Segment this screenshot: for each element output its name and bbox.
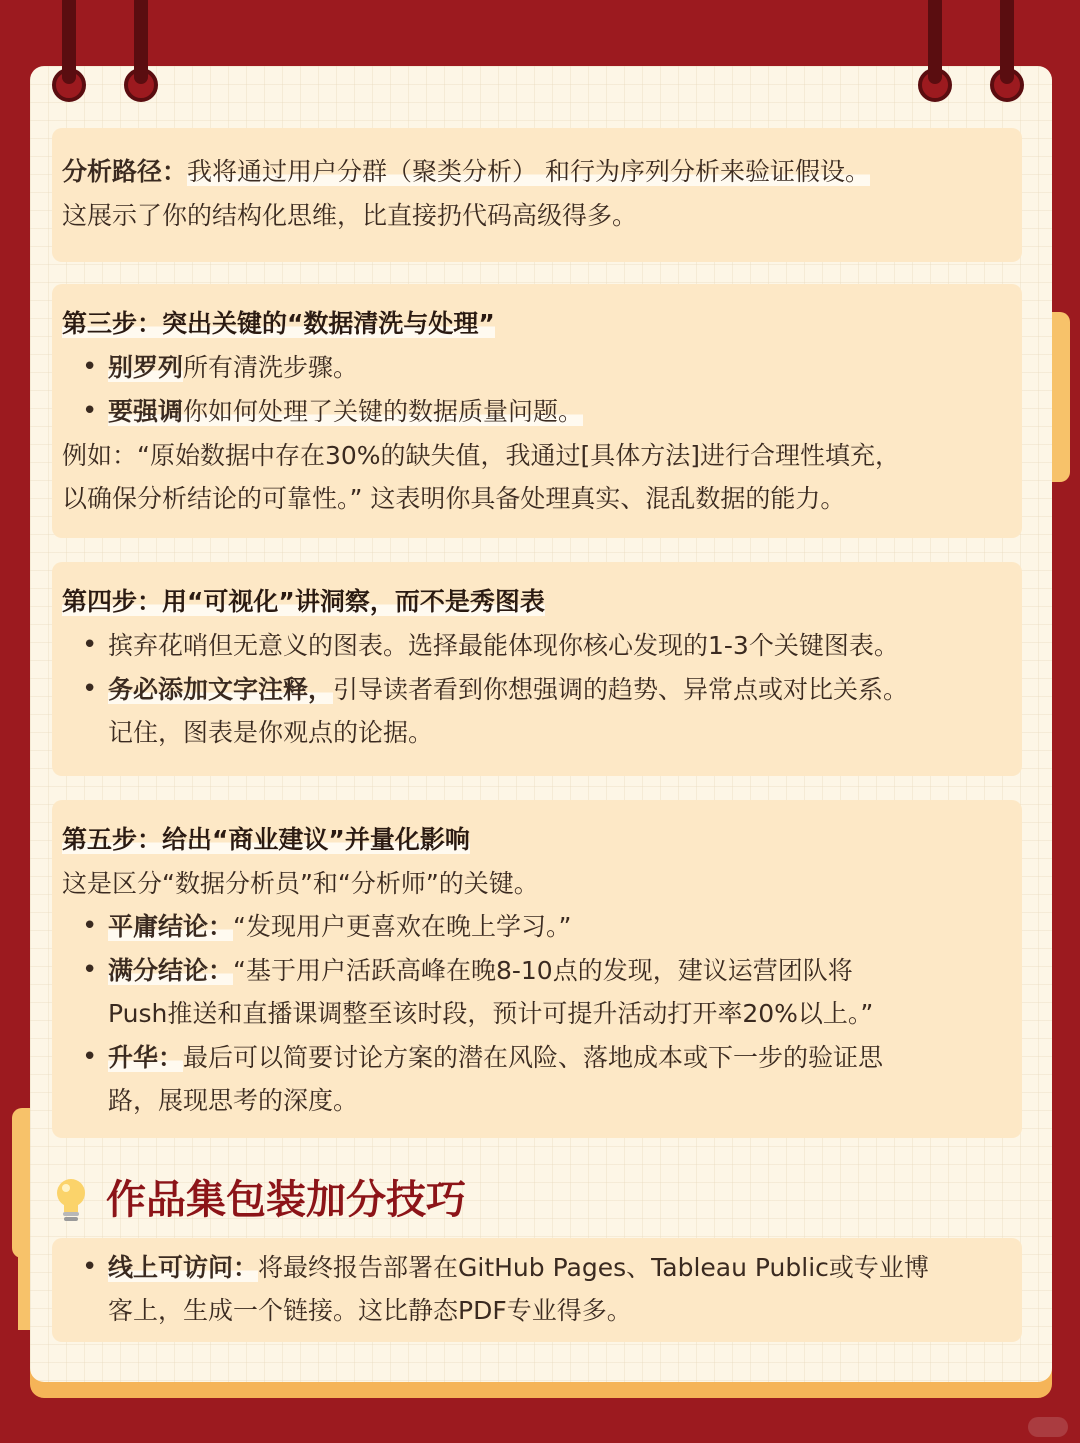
tips-card xyxy=(52,1238,1022,1342)
bullet-dot: • xyxy=(82,396,98,426)
step3-example-line1: 例如：“原始数据中存在30%的缺失值，我通过[具体方法]进行合理性填充， xyxy=(62,441,901,470)
bullet-dot: • xyxy=(82,630,98,660)
step3-example-line2: 以确保分析结论的可靠性。” 这表明你具备处理真实、混乱数据的能力。 xyxy=(62,484,846,513)
bullet-dot: • xyxy=(82,1042,98,1072)
watermark xyxy=(1028,1417,1068,1437)
step5-card xyxy=(52,800,1022,1138)
step5-intro: 这是区分“数据分析员”和“分析师”的关键。 xyxy=(62,869,539,898)
analysis-path-label: 分析路径： xyxy=(62,157,188,186)
step3-bullet1: 别罗列所有清洗步骤。 xyxy=(108,353,359,382)
step4-bullet2-cont: 记住，图表是你观点的论据。 xyxy=(108,718,434,747)
step5-bullet3-cont: 路，展现思考的深度。 xyxy=(108,1086,359,1115)
analysis-path-line2: 这展示了你的结构化思维，比直接扔代码高级得多。 xyxy=(62,201,638,230)
bullet-dot: • xyxy=(82,911,98,941)
step3-heading: 第三步：突出关键的“数据清洗与处理” xyxy=(62,309,495,338)
step5-heading: 第五步：给出“商业建议”并量化影响 xyxy=(62,825,470,854)
binder-ring xyxy=(918,0,952,104)
binder-ring xyxy=(990,0,1024,104)
step5-bullet2: 满分结论：“基于用户活跃高峰在晚8-10点的发现，建议运营团队将 xyxy=(108,956,853,985)
analysis-path-line xyxy=(62,150,870,193)
step3-bullet2: 要强调你如何处理了关键的数据质量问题。 xyxy=(108,397,584,426)
step4-heading: 第四步：用“可视化”讲洞察，而不是秀图表 xyxy=(62,587,545,616)
bullet-dot: • xyxy=(82,955,98,985)
binder-ring xyxy=(52,0,86,104)
step5-bullet2-cont: Push推送和直播课调整至该时段，预计可提升活动打开率20%以上。” xyxy=(108,999,874,1028)
tips-bullet1: 线上可访问：将最终报告部署在GitHub Pages、Tableau Public或专业博 xyxy=(108,1253,929,1282)
step5-bullet3: 升华：最后可以简要讨论方案的潜在风险、落地成本或下一步的验证思 xyxy=(108,1043,884,1072)
lightbulb-icon xyxy=(54,1176,88,1224)
section-title: 作品集包装加分技巧 xyxy=(106,1177,466,1223)
bullet-dot: • xyxy=(82,674,98,704)
step4-bullet1: 摈弃花哨但无意义的图表。选择最能体现你核心发现的1-3个关键图表。 xyxy=(108,631,899,660)
tips-bullet1-cont: 客上，生成一个链接。这比静态PDF专业得多。 xyxy=(108,1296,632,1325)
analysis-path-text: 我将通过用户分群（聚类分析） 和行为序列分析来验证假设。 xyxy=(187,157,870,186)
step3-card xyxy=(52,284,1022,538)
step5-bullet1: 平庸结论：“发现用户更喜欢在晚上学习。” xyxy=(108,912,572,941)
analysis-path-card xyxy=(52,128,1022,262)
binder-ring xyxy=(124,0,158,104)
step4-card xyxy=(52,562,1022,776)
step4-bullet2: 务必添加文字注释，引导读者看到你想强调的趋势、异常点或对比关系。 xyxy=(108,675,909,704)
bullet-dot: • xyxy=(82,352,98,382)
bullet-dot: • xyxy=(82,1252,98,1282)
